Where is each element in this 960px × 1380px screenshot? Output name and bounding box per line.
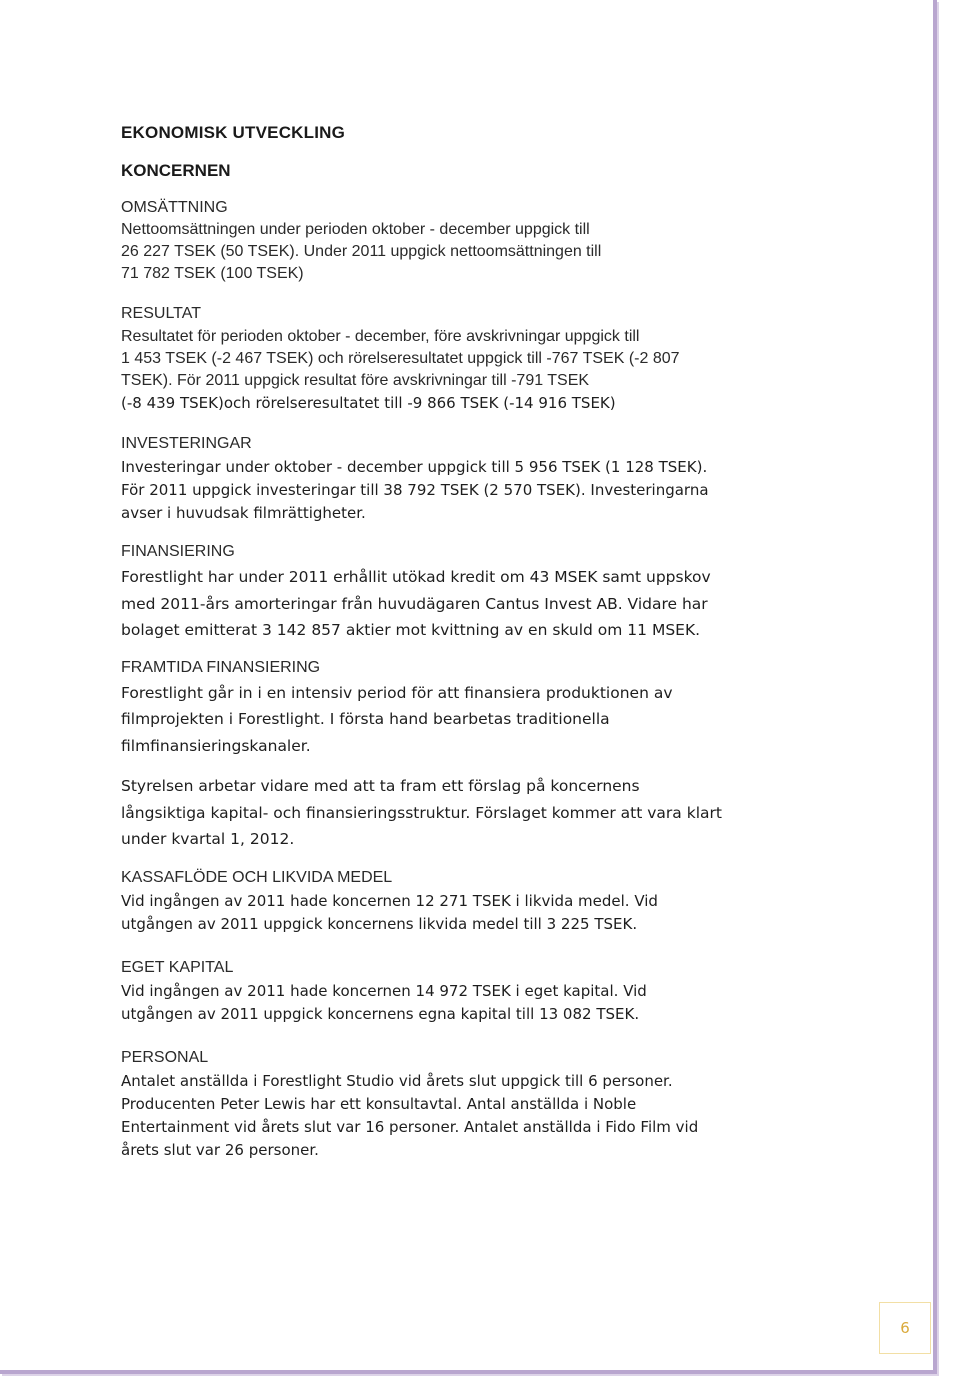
section-title: KASSAFLÖDE OCH LIKVIDA MEDEL [121, 868, 393, 886]
section-line: filmfinansieringskanaler. [121, 736, 311, 755]
section-line: utgången av 2011 uppgick koncernens egna kapital till 13 082 TSEK. [121, 1004, 640, 1023]
section-line: Entertainment vid årets slut var 16 personer. Antalet anställda i Fido Film vid [121, 1117, 699, 1136]
section-line: TSEK). För 2011 uppgick resultat före avskrivningar till -791 TSEK [121, 372, 590, 389]
section-line: 26 227 TSEK (50 TSEK). Under 2011 uppgick nettoomsättningen till [121, 243, 602, 260]
document-body [121, 122, 821, 1162]
section-resultat [121, 304, 821, 415]
section-title: OMSÄTTNING [121, 199, 228, 216]
section-line: Producenten Peter Lewis har ett konsultavtal. Antal anställda i Noble [121, 1094, 637, 1113]
section-kassaflode [121, 868, 821, 936]
document-subheading: KONCERNEN [121, 161, 231, 180]
section-line: 1 453 TSEK (-2 467 TSEK) och rörelseresultatet uppgick till -767 TSEK (-2 807 [121, 350, 680, 367]
section-line: (-8 439 TSEK)och rörelseresultatet till -9 866 TSEK (-14 916 TSEK) [121, 394, 616, 412]
section-line: Vid ingången av 2011 hade koncernen 14 972 TSEK i eget kapital. Vid [121, 981, 647, 1000]
page-number: 6 [879, 1302, 931, 1354]
section-personal [121, 1048, 821, 1162]
section-line: avser i huvudsak filmrättigheter. [121, 504, 366, 522]
section-investeringar [121, 434, 821, 525]
section-line: Styrelsen arbetar vidare med att ta fram ett förslag på koncernens [121, 777, 640, 795]
section-line: Forestlight går in i en intensiv period för att finansiera produktionen av [121, 683, 673, 702]
section-line: filmprojekten i Forestlight. I första hand bearbetas traditionella [121, 710, 610, 728]
section-omsattning [121, 198, 821, 285]
section-line: långsiktiga kapital- och finansieringsstruktur. Förslaget kommer att vara klart [121, 803, 722, 822]
section-title: FINANSIERING [121, 543, 235, 560]
section-line: Forestlight har under 2011 erhållit utökad kredit om 43 MSEK samt uppskov [121, 568, 711, 586]
section-framtida-finansiering [121, 658, 821, 760]
section-title: PERSONAL [121, 1048, 209, 1066]
section-line: Vid ingången av 2011 hade koncernen 12 271 TSEK i likvida medel. Vid [121, 891, 658, 910]
section-line: 71 782 TSEK (100 TSEK) [121, 265, 304, 282]
section-title: RESULTAT [121, 305, 202, 322]
section-title: EGET KAPITAL [121, 958, 234, 976]
section-line: Resultatet för perioden oktober - december, före avskrivningar uppgick till [121, 328, 640, 345]
section-line: under kvartal 1, 2012. [121, 830, 295, 848]
section-finansiering [121, 542, 821, 644]
section-title: FRAMTIDA FINANSIERING [121, 658, 321, 676]
document-heading: EKONOMISK UTVECKLING [121, 123, 346, 142]
section-title: INVESTERINGAR [121, 435, 252, 452]
section-line: Nettoomsättningen under perioden oktober - december uppgick till [121, 221, 590, 238]
section-line: bolaget emitterat 3 142 857 aktier mot kvittning av en skuld om 11 MSEK. [121, 621, 701, 639]
section-line: med 2011-års amorteringar från huvudägaren Cantus Invest AB. Vidare har [121, 594, 708, 613]
section-line: Antalet anställda i Forestlight Studio vid årets slut uppgick till 6 personer. [121, 1071, 673, 1090]
section-line: årets slut var 26 personer. [121, 1140, 319, 1159]
section-styrelsen [121, 773, 821, 853]
section-eget-kapital [121, 958, 821, 1026]
section-line: Investeringar under oktober - december uppgick till 5 956 TSEK (1 128 TSEK). [121, 458, 708, 476]
section-line: utgången av 2011 uppgick koncernens likvida medel till 3 225 TSEK. [121, 914, 638, 933]
section-line: För 2011 uppgick investeringar till 38 792 TSEK (2 570 TSEK). Investeringarna [121, 481, 709, 499]
